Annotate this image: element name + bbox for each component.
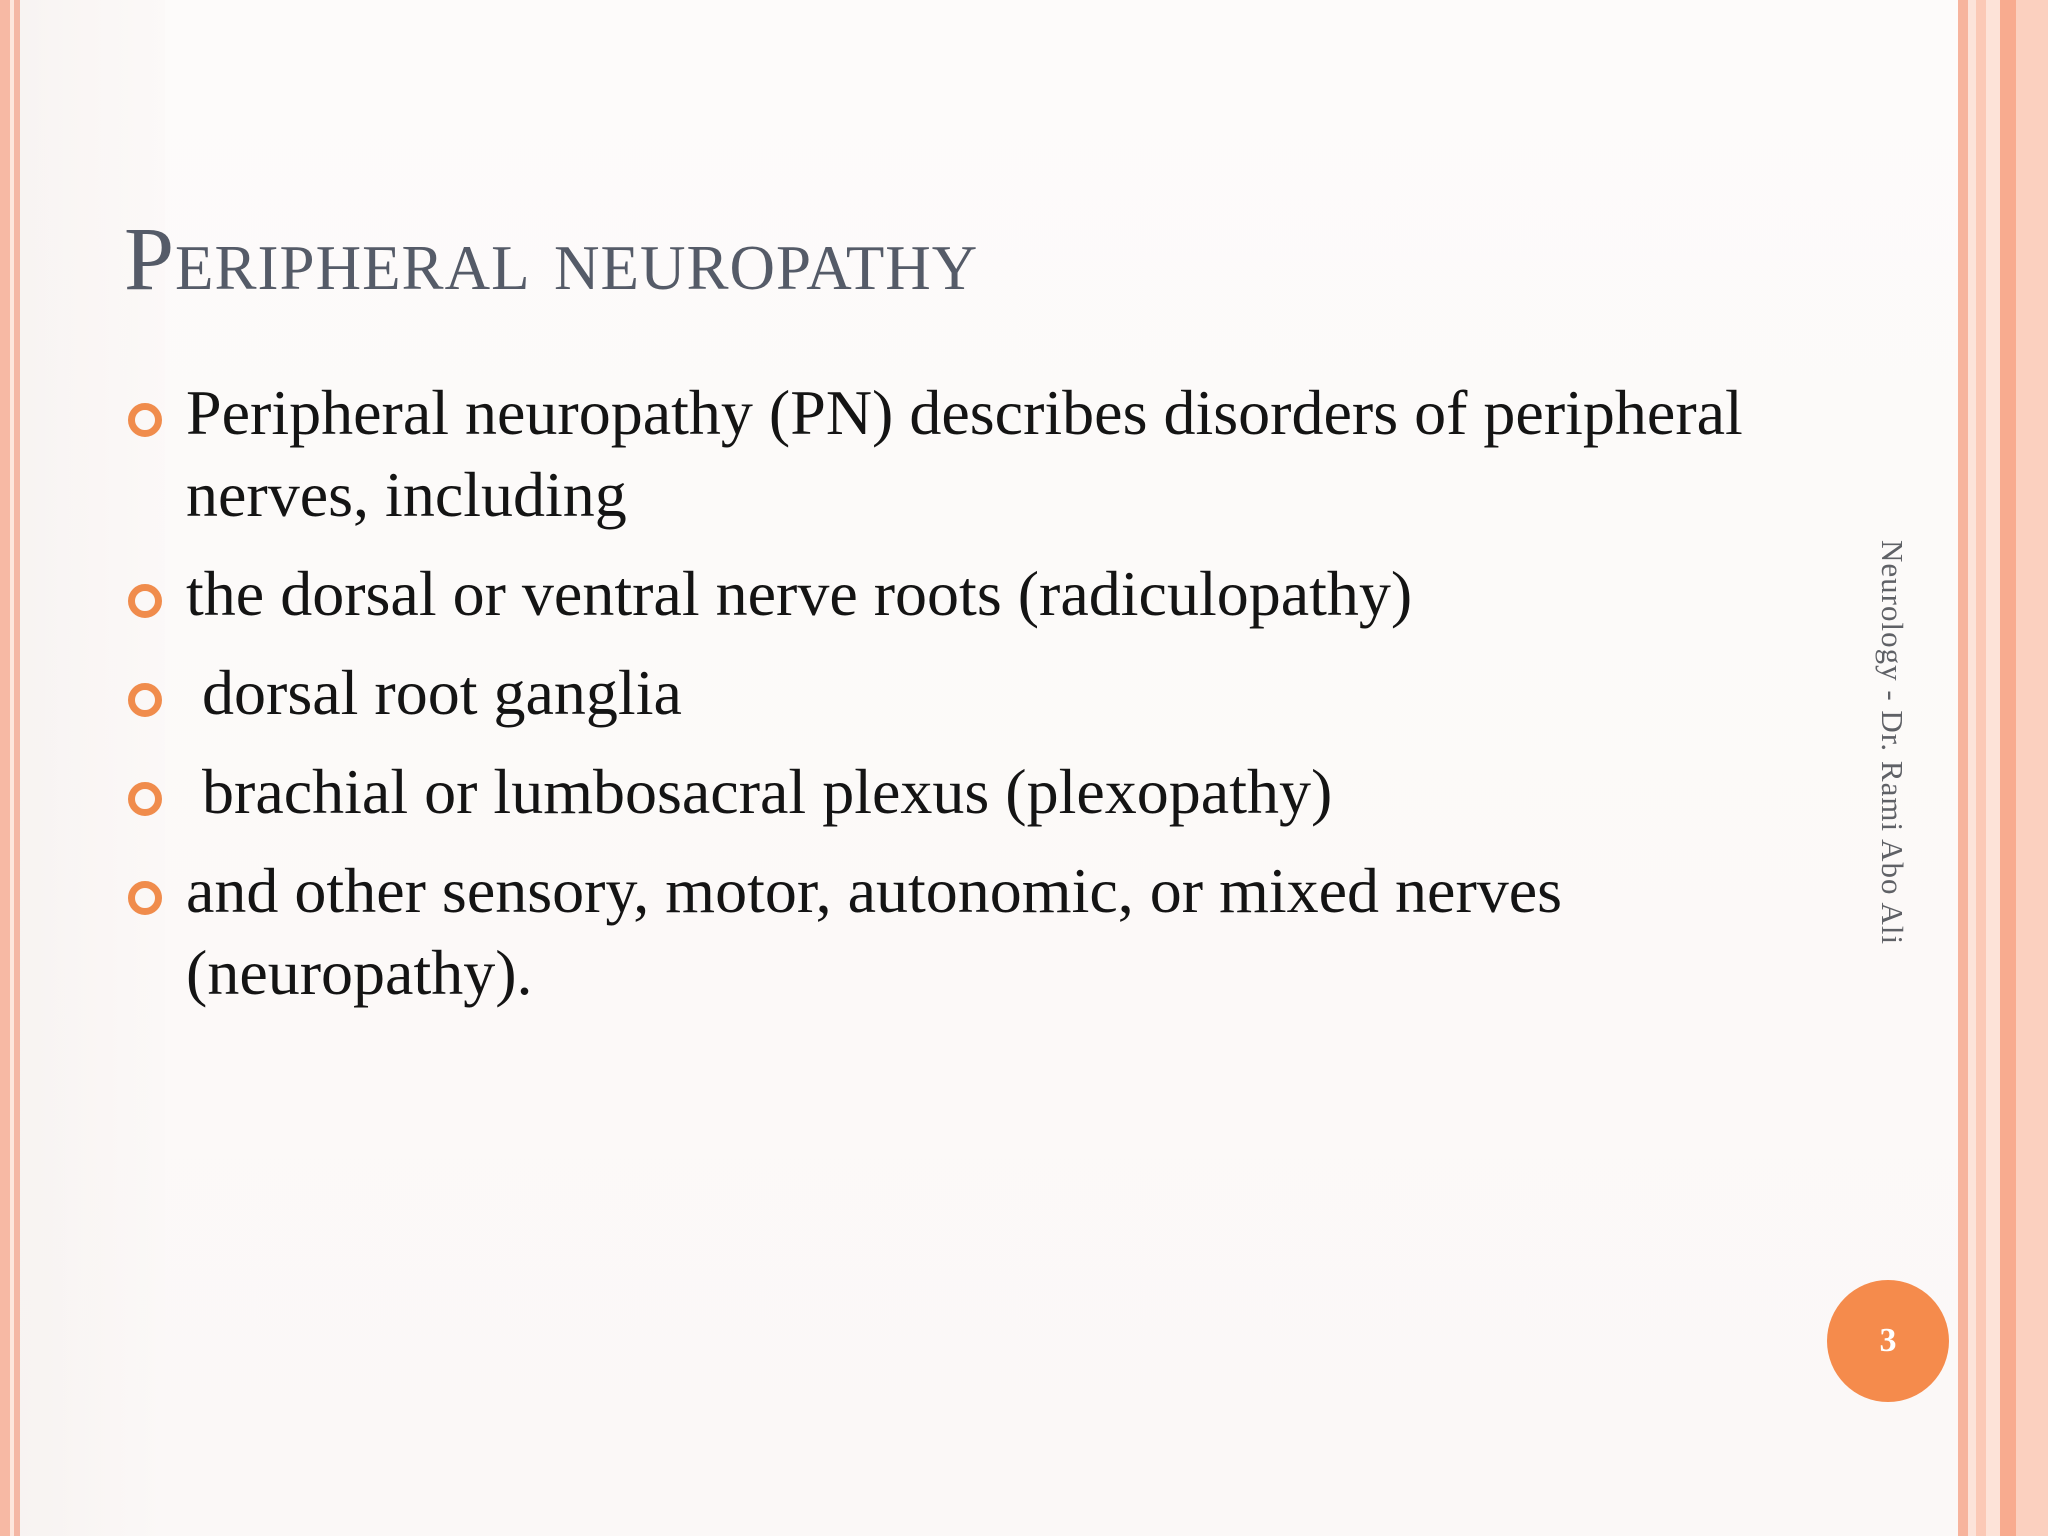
slide-footer-author: Neurology - Dr. Rami Abo Ali bbox=[1875, 540, 1910, 946]
bullet-text: Peripheral neuropathy (PN) describes disorders of peripheral nerves, including bbox=[186, 377, 1743, 530]
bullet-text: the dorsal or ventral nerve roots (radiculopathy) bbox=[186, 558, 1413, 629]
bullet-item bbox=[124, 553, 1744, 635]
right-border-stripe bbox=[1968, 0, 1976, 1536]
bullet-item bbox=[124, 652, 1744, 734]
page-number-badge bbox=[1827, 1280, 1949, 1402]
right-border-stripe bbox=[2000, 0, 2016, 1536]
bullet-text: brachial or lumbosacral plexus (plexopathy) bbox=[186, 756, 1333, 827]
circle-bullet-icon bbox=[128, 881, 162, 915]
left-border-stripe bbox=[0, 0, 10, 1536]
bullet-item bbox=[124, 372, 1744, 536]
bullet-text: and other sensory, motor, autonomic, or mixed nerves (neuropathy). bbox=[186, 855, 1563, 1008]
circle-bullet-icon bbox=[128, 782, 162, 816]
circle-bullet-icon bbox=[128, 584, 162, 618]
bullet-text: dorsal root ganglia bbox=[186, 657, 682, 728]
circle-bullet-icon bbox=[128, 683, 162, 717]
circle-bullet-icon bbox=[128, 403, 162, 437]
bullet-item bbox=[124, 850, 1744, 1014]
page-number-label: 3 bbox=[1879, 1322, 1897, 1359]
bullet-item bbox=[124, 751, 1744, 833]
right-border-stripe bbox=[2016, 0, 2048, 1536]
slide-title: Peripheral neuropathy bbox=[124, 210, 979, 309]
right-border-stripe bbox=[1976, 0, 1986, 1536]
bullet-list bbox=[124, 372, 1744, 1031]
right-border-stripe bbox=[1986, 0, 2000, 1536]
right-border-stripe bbox=[1958, 0, 1968, 1536]
